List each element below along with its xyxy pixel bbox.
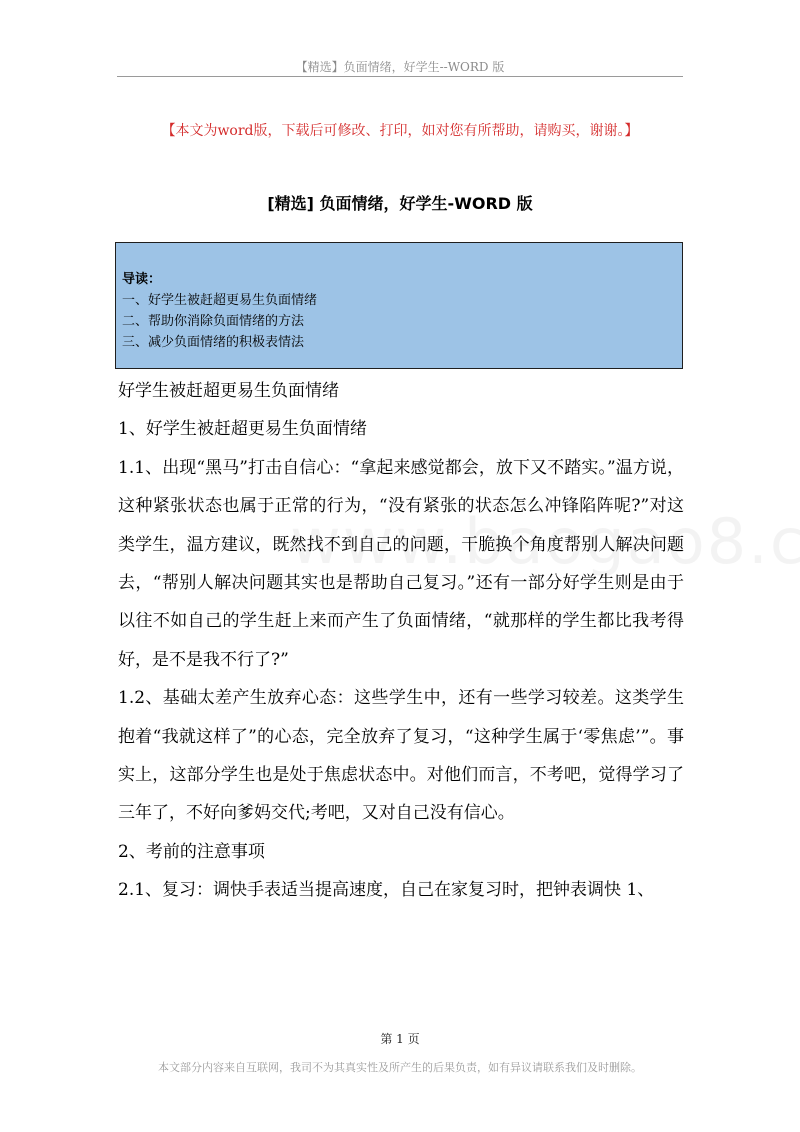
- guide-item: 一、好学生被赶超更易生负面情绪: [122, 293, 318, 308]
- page-number: 第 1 页: [380, 1032, 420, 1046]
- running-header: 【精选】负面情绪，好学生--WORD 版: [295, 60, 505, 74]
- section-heading-numbered: 1、好学生被赶超更易生负面情绪: [118, 419, 367, 440]
- document-title: [精选] 负面情绪，好学生-WORD 版: [267, 194, 533, 213]
- body-paragraph: 1.1、出现“黑马”打击自信心：“拿起来感觉都会，放下又不踏实。”温方说，这种紧张状态也属于正常的行为，“没有紧张的状态怎么冲锋陷阵呢?”对这类学生，温方建议，既然找不到自己的问题，干脆换个角度帮别人解决问题去，“帮别人解决问题其实也是帮助自己复习。”还有一部分好学生则是由于以往不如自己的学生赶上来而产生了负面情绪，“就那样的学生都比我考得好，是不是我不行了?”: [118, 457, 684, 670]
- section-heading-numbered: 2、考前的注意事项: [118, 841, 265, 862]
- section-heading: 好学生被赶超更易生负面情绪: [118, 381, 339, 401]
- document-body: [118, 372, 684, 910]
- header-divider: [117, 76, 683, 77]
- guide-box: [115, 242, 683, 369]
- guide-item: 三、减少负面情绪的积极表情法: [122, 335, 305, 350]
- disclaimer-footer: 本文部分内容来自互联网，我司不为其真实性及所产生的后果负责，如有异议请联系我们及时删除。: [158, 1061, 642, 1074]
- purchase-notice: 【本文为word版，下载后可修改、打印，如对您有所帮助，请购买，谢谢。】: [161, 123, 639, 139]
- body-paragraph: 2.1、复习：调快手表适当提高速度，自己在家复习时，把钟表调快 1、: [118, 880, 655, 901]
- guide-item: 二、帮助你消除负面情绪的方法: [122, 314, 305, 329]
- guide-label: 导读：: [122, 272, 162, 287]
- body-paragraph: 1.2、基础太差产生放弃心态：这些学生中，还有一些学习较差。这类学生抱着“我就这样了”的心态，完全放弃了复习，“这种学生属于‘零焦虑’”。事实上，这部分学生也是处于焦虑状态中。对他们而言，不考吧，觉得学习了三年了，不好向爹妈交代;考吧，又对自己没有信心。: [118, 688, 684, 824]
